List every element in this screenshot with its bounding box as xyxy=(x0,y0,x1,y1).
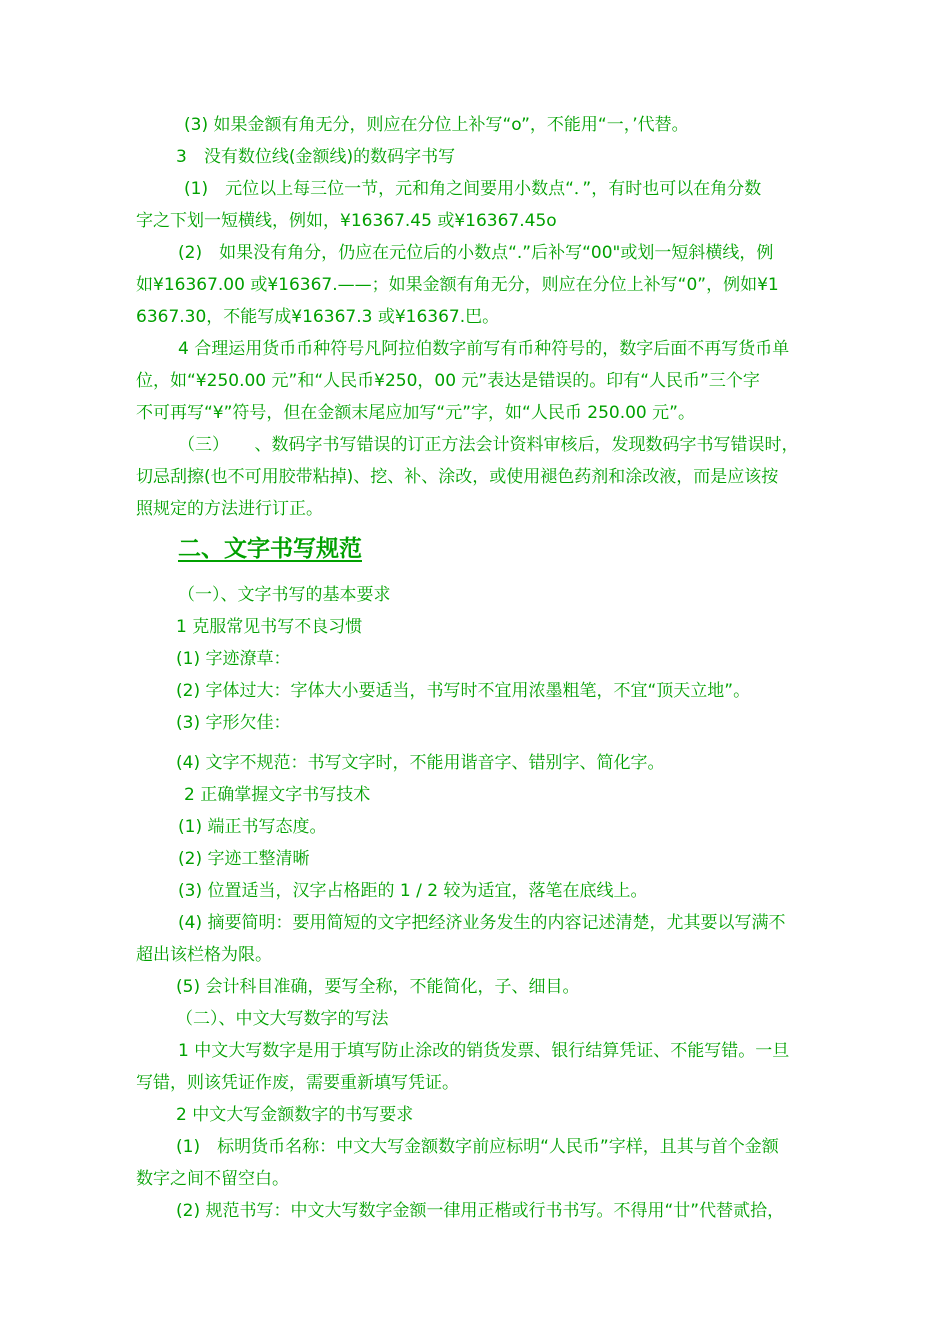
text-line: (2) 规范书写：中文大写数字金额一律用正楷或行书书写。不得用“廿”代替贰拾， xyxy=(176,1201,785,1221)
text-line: (1) 标明货币名称：中文大写金额数字前应标明“人民币”字样，且其与首个金额 xyxy=(176,1137,779,1157)
text-line: 1 克服常见书写不良习惯 xyxy=(176,617,363,637)
text-line: 位，如“¥250.00 元”和“人民币¥250，00 元”表达是错误的。印有“人民币”三个字 xyxy=(136,371,760,391)
text-line: (2) 字迹工整清晰 xyxy=(178,849,310,869)
text-line: 字之下划一短横线，例如，¥16367.45 或¥16367.45o xyxy=(136,211,557,231)
text-line: 2 中文大写金额数字的书写要求 xyxy=(176,1105,414,1125)
text-line: （二）、中文大写数字的写法 xyxy=(176,1009,389,1029)
text-line: (1) 端正书写态度。 xyxy=(178,817,327,837)
text-line: 6367.30，不能写成¥16367.3 或¥16367.巴。 xyxy=(136,307,500,327)
text-line: (4) 摘要简明：要用简短的文字把经济业务发生的内容记述清楚，尤其要以写满不 xyxy=(178,913,786,933)
text-line: (5) 会计科目准确，要写全称，不能简化，子、细目。 xyxy=(176,977,580,997)
text-line: 4 合理运用货币币种符号凡阿拉伯数字前写有币种符号的，数字后面不再写货币单 xyxy=(178,339,790,359)
text-line: (1) 元位以上每三位一节，元和角之间要用小数点“．”，有时也可以在角分数 xyxy=(184,179,762,199)
text-line: 2 正确掌握文字书写技术 xyxy=(184,785,371,805)
text-line: 写错，则该凭证作废，需要重新填写凭证。 xyxy=(136,1073,459,1093)
text-line: 照规定的方法进行订正。 xyxy=(136,499,323,519)
text-line: (4) 文字不规范：书写文字时，不能用谐音字、错别字、简化字。 xyxy=(176,753,665,773)
text-line: (2) 如果没有角分，仍应在元位后的小数点“.”后补写“00"或划一短斜横线，例 xyxy=(178,243,774,263)
text-line: 数字之间不留空白。 xyxy=(136,1169,289,1189)
text-line: 3 没有数位线(金额线)的数码字书写 xyxy=(176,147,456,167)
text-line: （一）、文字书写的基本要求 xyxy=(178,585,391,605)
text-line: (3) 如果金额有角无分，则应在分位上补写“o”，不能用“一，’代替。 xyxy=(184,115,689,135)
section-heading: 二、文字书写规范 xyxy=(178,536,362,562)
text-line: 不可再写“¥”符号，但在金额末尾应加写“元”字，如“人民币 250.00 元”。 xyxy=(136,403,695,423)
text-line: 切忌刮擦(也不可用胶带粘掉)、挖、补、涂改，或使用褪色药剂和涂改液，而是应该按 xyxy=(136,467,779,487)
text-line: （三） 、数码字书写错误的订正方法会计资料审核后，发现数码字书写错误时， xyxy=(178,435,799,455)
text-line: 超出该栏格为限。 xyxy=(136,945,272,965)
text-line: (3) 字形欠佳： xyxy=(176,713,291,733)
text-line: 如¥16367.00 或¥16367.——；如果金额有角无分，则应在分位上补写“0”，例如¥1 xyxy=(136,275,779,295)
text-line: 1 中文大写数字是用于填写防止涂改的销货发票、银行结算凭证、不能写错。一旦 xyxy=(178,1041,790,1061)
text-line: (3) 位置适当，汉字占格距的 1 / 2 较为适宜，落笔在底线上。 xyxy=(178,881,648,901)
text-line: (1) 字迹潦草： xyxy=(176,649,291,669)
text-line: (2) 字体过大：字体大小要适当，书写时不宜用浓墨粗笔，不宜“顶天立地”。 xyxy=(176,681,751,701)
